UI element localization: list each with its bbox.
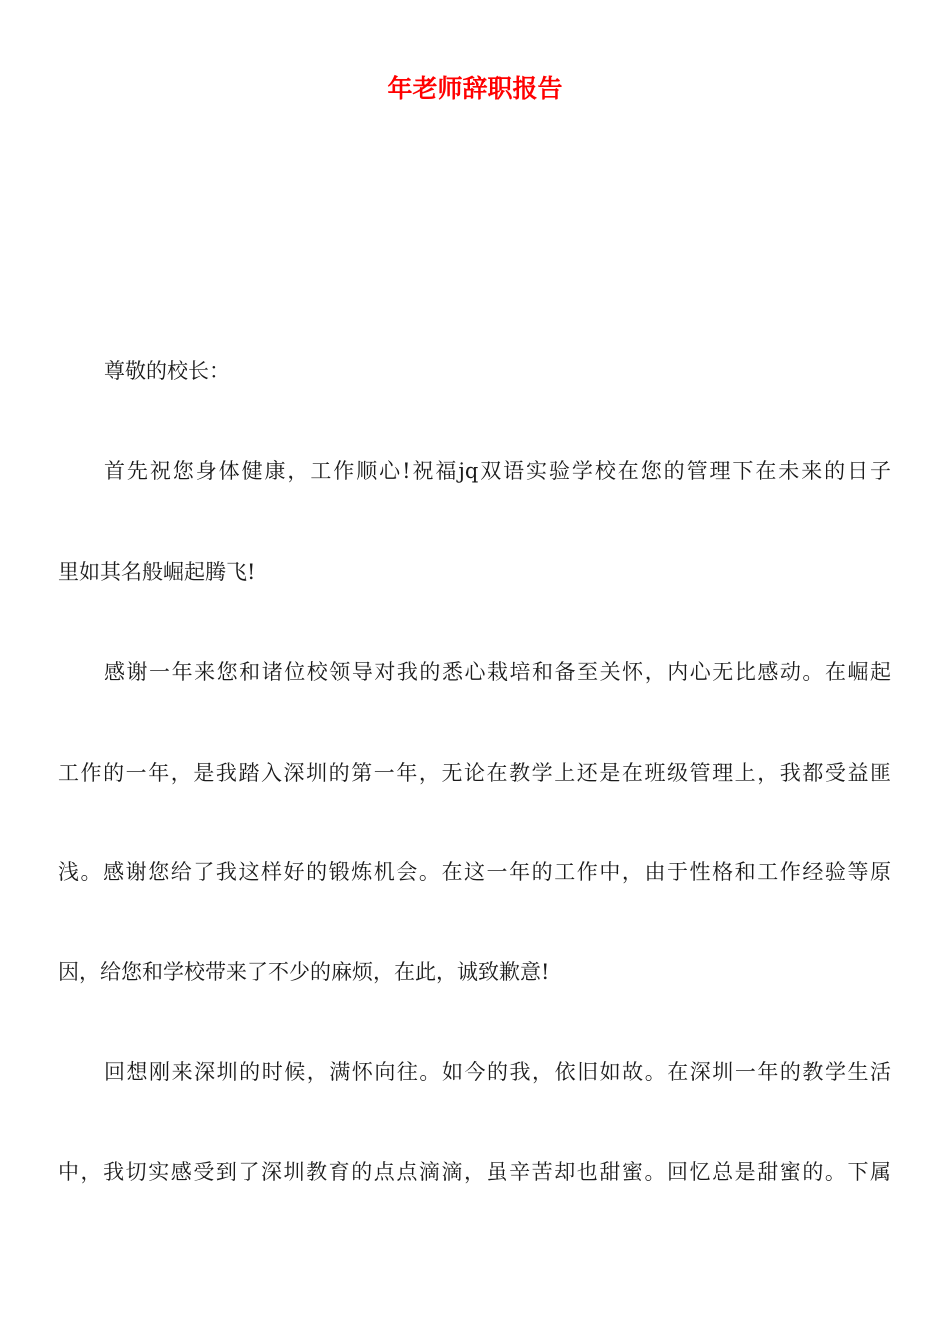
paragraph-1-line-2: 里如其名般崛起腾飞! [58, 560, 256, 584]
paragraph-3-line-1: 回想刚来深圳的时候，满怀向往。如今的我，依旧如故。在深圳一年的教学生活 [104, 1060, 891, 1084]
paragraph-3-line-2: 中，我切实感受到了深圳教育的点点滴滴，虽辛苦却也甜蜜。回忆总是甜蜜的。下属 [58, 1160, 891, 1184]
salutation: 尊敬的校长： [104, 359, 230, 383]
paragraph-2-line-3: 浅。感谢您给了我这样好的锻炼机会。在这一年的工作中，由于性格和工作经验等原 [58, 860, 891, 884]
paragraph-2-line-4: 因，给您和学校带来了不少的麻烦，在此，诚致歉意! [58, 960, 550, 984]
paragraph-1-line-1: 首先祝您身体健康，工作顺心!祝福jq双语实验学校在您的管理下在未来的日子 [104, 459, 891, 483]
paragraph-2-line-1: 感谢一年来您和诸位校领导对我的悉心栽培和备至关怀，内心无比感动。在崛起 [104, 660, 891, 684]
paragraph-2-line-2: 工作的一年，是我踏入深圳的第一年，无论在教学上还是在班级管理上，我都受益匪 [58, 761, 891, 785]
document-title: 年老师辞职报告 [387, 74, 563, 103]
